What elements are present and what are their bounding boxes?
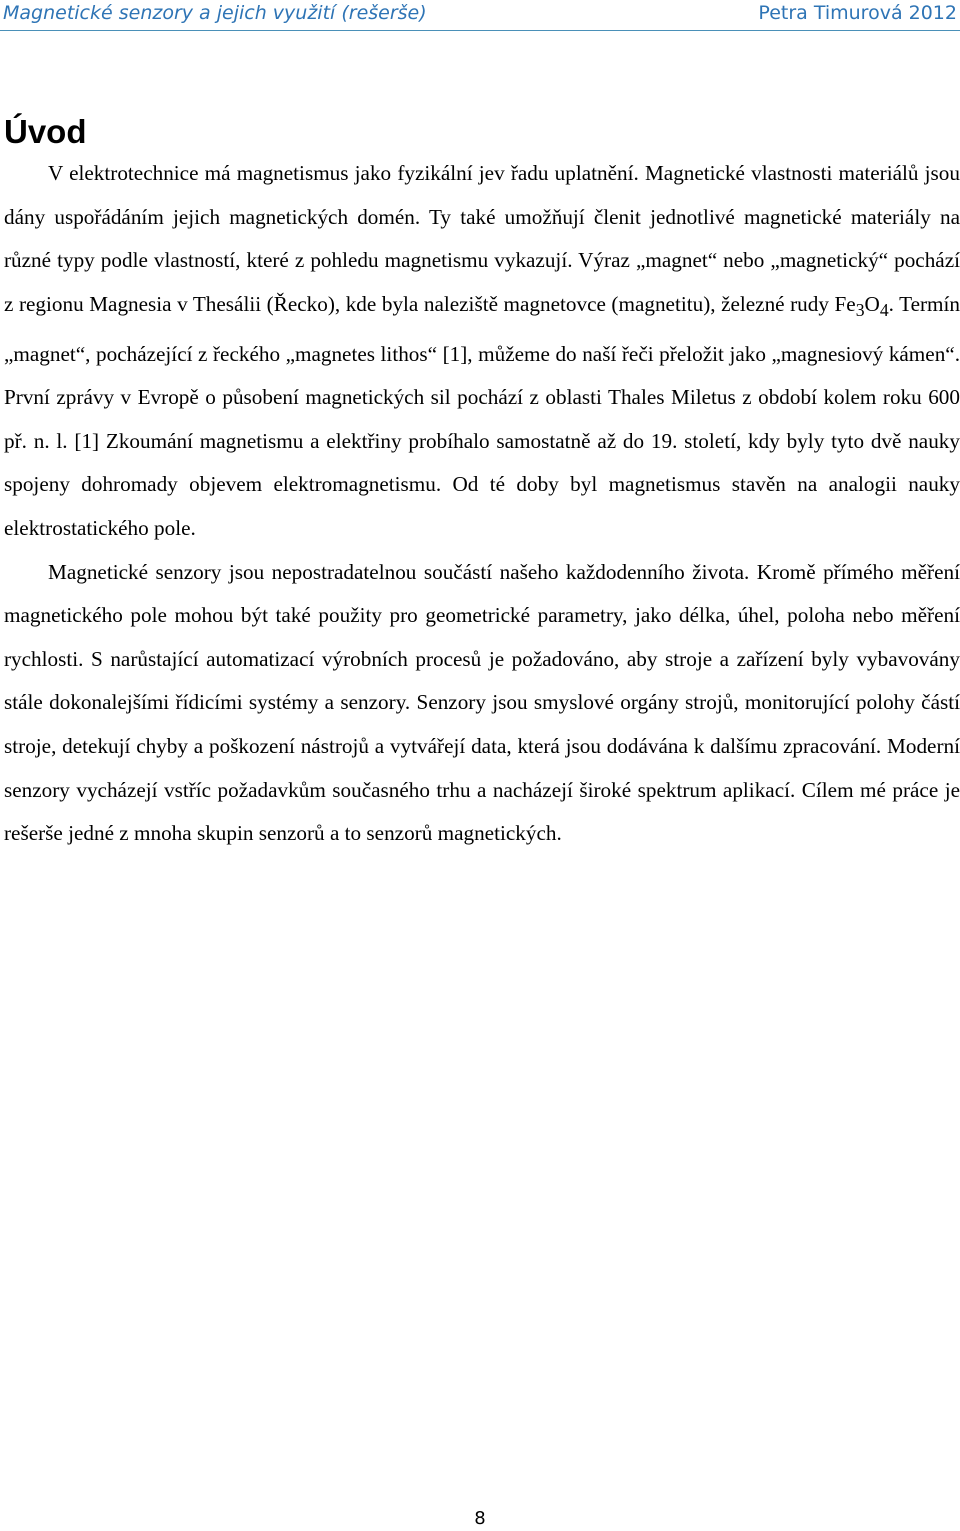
formula-oxygen: O — [864, 291, 880, 316]
section-heading: Úvod — [4, 113, 87, 150]
paragraph-intro — [4, 152, 960, 551]
body-text — [4, 152, 960, 856]
header-document-title: Magnetické senzory a jejich využití (rešerše) — [3, 2, 427, 24]
formula-subscript-3: 3 — [855, 300, 865, 321]
paragraph-intro-text: V elektrotechnice má magnetismus jako fyzikální jev řadu uplatnění. Magnetické vlastnosti materiálů jsou dány uspořádáním jejich magnetických domén. Ty také umožňují členit jednotlivé magnetické materiály na různé typy podle vlastností, které z pohledu magnetismu vykazují. Výraz „magnet“ nebo „magnetický“ pochází z regionu Magnesia v Thesálii (Řecko), kde byla naleziště magnetovce (magnetitu), železné rudy Fe — [4, 161, 960, 316]
page-number: 8 — [474, 1508, 486, 1529]
paragraph-sensors: Magnetické senzory jsou nepostradatelnou součástí našeho každodenního života. Kromě přímého měření magnetického pole mohou být také použity pro geometrické parametry, jako délka, úhel, poloha nebo měření rychlosti. S narůstající automatizací výrobních procesů je požadováno, aby stroje a zařízení byly vybavovány stále dokonalejšími řídicími systémy a senzory. Senzory jsou smyslové orgány strojů, monitorující polohy částí stroje, detekují chyby a poškození nástrojů a vytvářejí data, která jsou dodávána k dalšímu zpracování. Moderní senzory vycházejí vstříc požadavkům současného trhu a nacházejí široké spektrum aplikací. Cílem mé práce je rešerše jedné z mnoha skupin senzorů a to senzorů magnetických. — [4, 559, 960, 846]
paragraph-intro-continuation: . Termín „magnet“, pocházející z řeckého „magnetes lithos“ [1], můžeme do naší řeči přeložit jako „magnesiový kámen“. První zprávy v Evropě o působení magnetických sil pochází z oblasti Thales Miletus z období kolem roku 600 př. n. l. [1] Zkoumání magnetismu a elektřiny probíhalo samostatně až do 19. století, kdy byly tyto dvě nauky spojeny dohromady objevem elektromagnetismu. Od té doby byl magnetismus stavěn na analogii nauky elektrostatického pole. — [4, 291, 960, 540]
formula-subscript-4: 4 — [879, 300, 889, 321]
header-author-year: Petra Timurová 2012 — [758, 2, 957, 24]
running-header — [0, 0, 960, 31]
